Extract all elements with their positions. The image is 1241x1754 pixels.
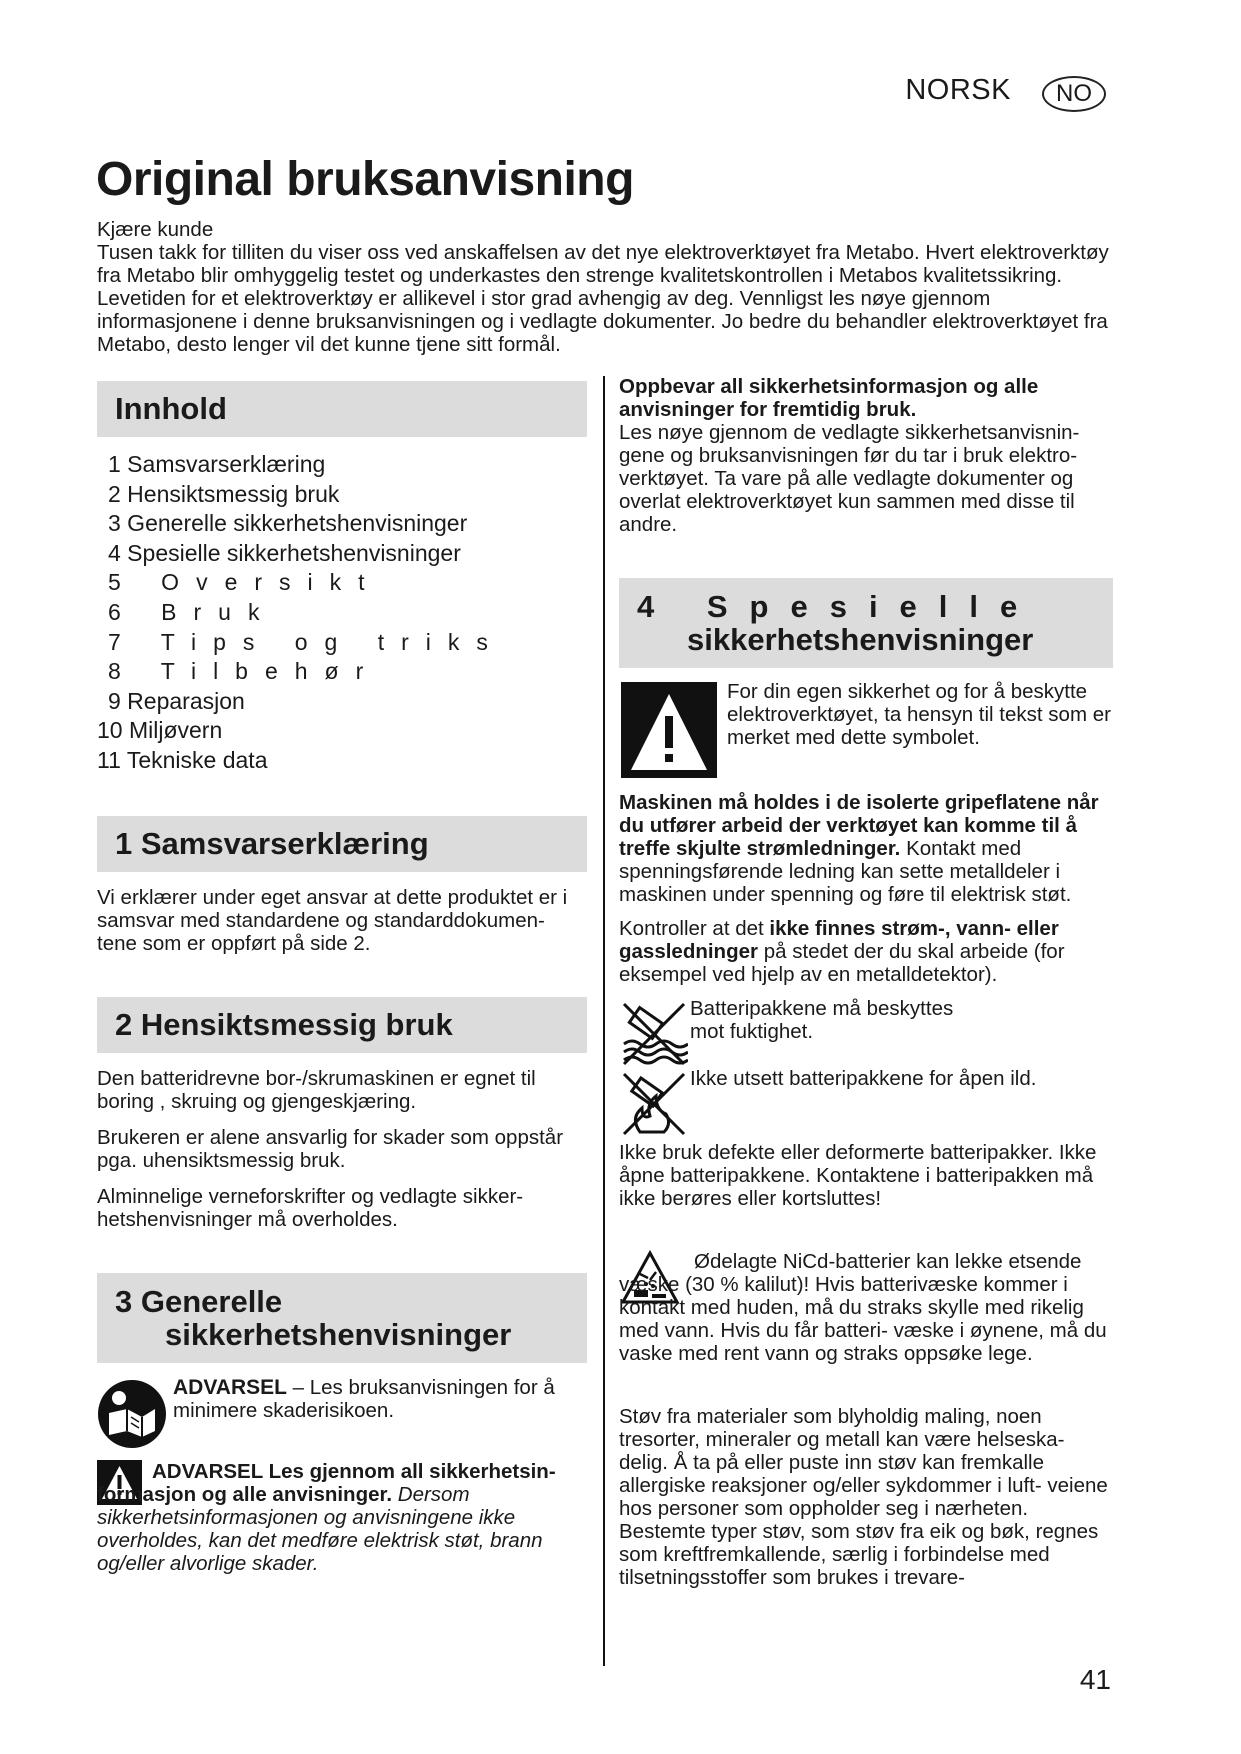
toc-item[interactable]: 11 Tekniske data — [97, 746, 268, 773]
section1-text: Vi erklærer under eget ansvar at dette produktet er i samsvar med standardene og standarddokumen- tene som er oppført på side 2. — [97, 886, 568, 955]
section4-heading-line2: sikkerhetshenvisninger — [687, 622, 1034, 657]
warning1-label: ADVARSEL — [173, 1376, 287, 1399]
right-intro — [619, 375, 1113, 536]
dust-warning: Støv fra materialer som blyholdig maling, noen tresorter, mineraler og metall kan være helseska- delig. Å ta på eller puste inn støv kan fremkalle allergiske reaksjoner og/eller sykdommer i luft- veiene hos personer som oppholder seg i nærheten. Bestemte typer støv, som støv fra eik og bøk, regnes som kreftfremkallende, særlig i forbindelse med tilsetningsstoffer som brukes i trevare- — [619, 1405, 1108, 1589]
section3-heading-line1: 3 Generelle — [115, 1284, 283, 1319]
page-number: 41 — [1079, 1664, 1111, 1695]
toc-item[interactable]: 7 Tips og triks — [108, 628, 505, 655]
toc-item[interactable]: 10 Miljøvern — [97, 717, 223, 744]
no-moisture-icon — [620, 1000, 688, 1073]
read-manual-icon — [97, 1379, 167, 1454]
right-intro-text: Les nøye gjennom de vedlagte sikkerhetsanvisnin- gene og bruksanvisningen før du tar i bruk elektro- verktøyet. Ta vare på alle vedlagte dokumenter og overlat elektroverktøyet kun sammen med disse til andre. — [619, 421, 1080, 536]
intro-greeting: Kjære kunde — [97, 218, 214, 241]
toc-item[interactable]: 9 Reparasjon — [108, 687, 245, 714]
section2-p2: Brukeren er alene ansvarlig for skader som oppstår pga. uhensiktsmessig bruk. — [97, 1126, 564, 1172]
section2-p3: Alminnelige verneforskrifter og vedlagte sikker- hetshenvisninger må overholdes. — [97, 1185, 524, 1231]
toc-item[interactable]: 3 Generelle sikkerhetshenvisninger — [108, 510, 468, 537]
toc-item[interactable]: 1 Samsvarserklæring — [108, 451, 326, 477]
toc-item[interactable]: 4 Spesielle sikkerhetshenvisninger — [108, 539, 461, 566]
section4-p3: Ikke bruk defekte eller deformerte batteripakker. Ikke åpne batteripakkene. Kontaktene i batteripakken må ikke berøres eller kortsluttes! — [619, 1141, 1097, 1210]
warning2-bold: ADVARSEL Les gjennom all sikkerhetsin- formasjon og alle anvisninger. — [97, 1460, 556, 1506]
symbol-explanation: For din egen sikkerhet og for å beskytte elektroverktøyet, ta hensyn til tekst som er merket med dette symbolet. — [727, 680, 1111, 749]
language-label: NORSK — [905, 74, 1011, 106]
language-code-badge: NO — [1042, 76, 1106, 112]
section3-heading — [97, 1273, 587, 1363]
section4-p1-text: Kontakt med spenningsførende ledning kan sette metalldeler i maskinen under spenning og føre til elektrisk støt. — [619, 837, 1072, 906]
section2-heading — [97, 997, 587, 1053]
warning1-text: – Les bruksanvisningen for å minimere skaderisikoen. — [173, 1376, 555, 1422]
intro-text: Tusen takk for tilliten du viser oss ved anskaffelsen av det nye elektroverktøyet fra Metabo. Hvert elektroverktøy fra Metabo blir omhyggelig testet og underkastes den strenge kvalitetskontrollen i Metabos kvalitetssikring. Levetiden for et elektroverktøy er allikevel i stor grad avhengig av deg. Vennligst les nøye gjennom informasjonene i denne bruksanvisningen og i vedlagte dokumenter. Jo bedre du behandler elektroverktøyet fra Metabo, desto lenger vil det kunne tjene sitt formål. — [97, 241, 1109, 356]
section3-heading-line2: sikkerhetshenvisninger — [165, 1317, 512, 1352]
moisture-warning: Batteripakkene må beskyttes mot fuktighet. — [690, 997, 954, 1043]
section4-p2-post: på stedet der du skal arbeide (for eksempel ved hjelp av en metalldetektor). — [619, 940, 1065, 986]
right-intro-bold: Oppbevar all sikkerhetsinformasjon og alle anvisninger for fremtidig bruk. — [619, 375, 1039, 421]
section1-heading — [97, 816, 587, 872]
toc-heading — [97, 381, 587, 437]
section1-heading-text: 1 Samsvarserklæring — [115, 826, 429, 861]
warning2-italic: Dersom sikkerhetsinformasjonen og anvisningene ikke overholdes, kan det medføre elektrisk støt, brann og/eller alvorlige skader. — [97, 1483, 543, 1575]
section4-p2 — [619, 917, 1113, 986]
section4-p2-bold: ikke finnes strøm-, vann- eller gassledninger — [619, 917, 1059, 963]
toc-item[interactable]: 6 Bruk — [108, 598, 277, 625]
no-fire-icon — [620, 1070, 688, 1143]
section4-p1 — [619, 791, 1113, 906]
toc-item[interactable]: 5 Oversikt — [108, 569, 382, 596]
toc-item[interactable]: 8 Tilbehør — [108, 658, 381, 685]
warning-triangle-icon — [621, 682, 717, 783]
section4-heading-line1: 4 Spesielle — [637, 589, 1040, 624]
section4-p1-bold: Maskinen må holdes i de isolerte gripeflatene når du utfører arbeid der verktøyet kan komme til å treffe skjulte strømledninger. — [619, 791, 1099, 860]
toc-item[interactable]: 2 Hensiktsmessig bruk — [108, 480, 340, 507]
section4-heading — [619, 578, 1113, 668]
fire-warning: Ikke utsett batteripakkene for åpen ild. — [690, 1067, 1037, 1090]
intro — [97, 218, 1117, 356]
nicd-warning: Ødelagte NiCd-batterier kan lekke etsende væske (30 % kalilut)! Hvis batterivæske kommer i kontakt med huden, må du straks skylle med rikelig med vann. Hvis du får batteri- væske i øynene, må du vaske med rent vann og straks oppsøke lege. — [619, 1250, 1107, 1365]
table-of-contents — [97, 450, 505, 776]
column-divider — [603, 376, 605, 1666]
section3-warning2 — [97, 1460, 587, 1575]
section4-p2-pre: Kontroller at det — [619, 917, 770, 940]
page-title: Original bruksanvisning — [96, 153, 634, 206]
section3-warning1 — [173, 1376, 587, 1422]
section2-heading-text: 2 Hensiktsmessig bruk — [115, 1007, 453, 1042]
toc-heading-text: Innhold — [115, 391, 227, 426]
section2-p1: Den batteridrevne bor-/skrumaskinen er egnet til boring , skruing og gjengeskjæring. — [97, 1067, 536, 1113]
